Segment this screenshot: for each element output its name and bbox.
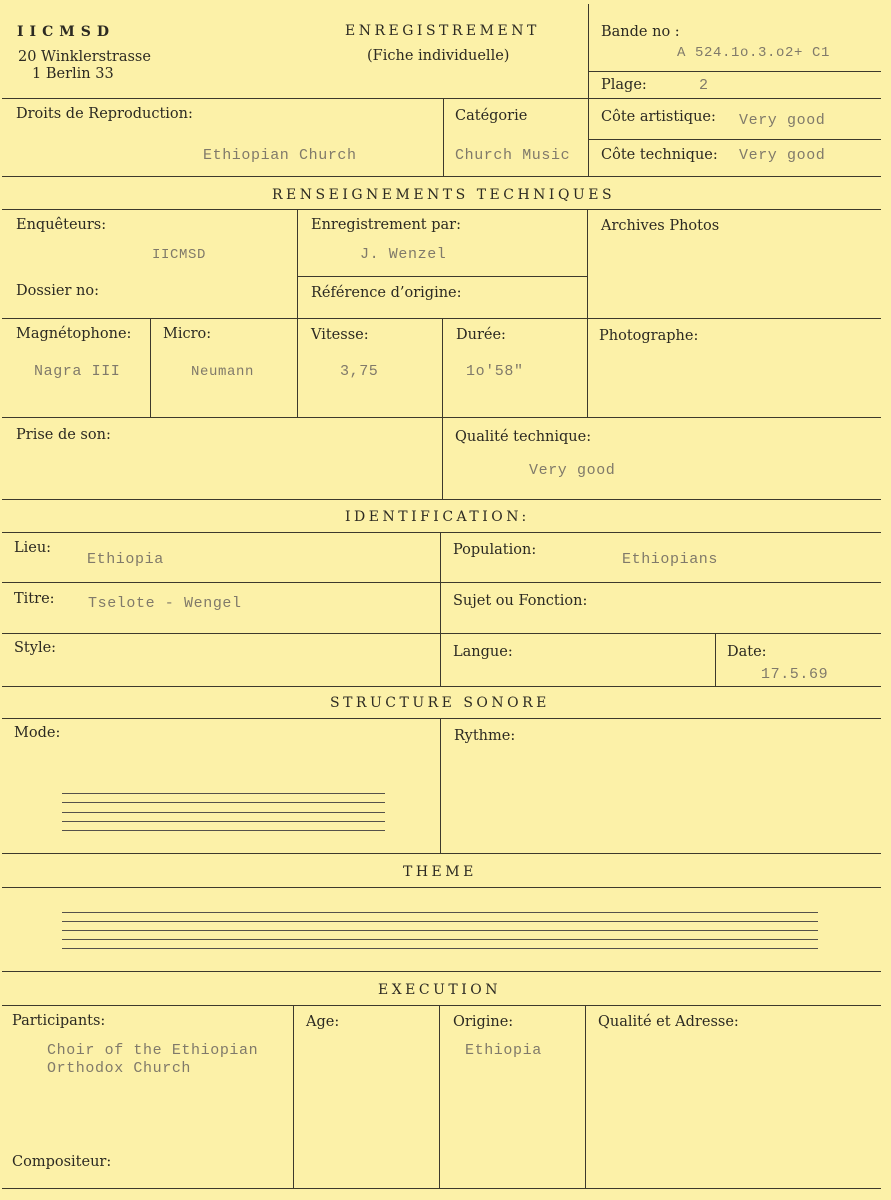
sujet-label: Sujet ou Fonction:	[453, 593, 588, 609]
rule	[2, 176, 881, 177]
rule	[2, 532, 881, 533]
micro-label: Micro:	[163, 326, 212, 342]
origine-label: Origine:	[453, 1014, 514, 1030]
rule	[293, 1005, 294, 1188]
rule	[297, 209, 298, 418]
participants-value-line1: Choir of the Ethiopian	[47, 1042, 259, 1059]
section-title-structure: STRUCTURE SONORE	[330, 695, 550, 711]
reference-label: Référence d’origine:	[311, 285, 462, 301]
date-label: Date:	[727, 644, 767, 660]
rule	[588, 139, 881, 140]
compositeur-label: Compositeur:	[12, 1154, 112, 1170]
droits-value: Ethiopian Church	[203, 147, 357, 164]
rule	[2, 209, 881, 210]
prise-de-son-label: Prise de son:	[16, 427, 111, 443]
droits-label: Droits de Reproduction:	[16, 106, 193, 122]
rule	[2, 971, 881, 972]
vitesse-label: Vitesse:	[311, 327, 369, 343]
dossier-label: Dossier no:	[16, 283, 99, 299]
address-line2: 1 Berlin 33	[32, 66, 114, 82]
participants-value-line2: Orthodox Church	[47, 1060, 192, 1077]
section-title-execution: EXECUTION	[378, 982, 502, 998]
enqueteurs-label: Enquêteurs:	[16, 217, 107, 233]
section-title-theme: THEME	[403, 864, 477, 880]
lieu-label: Lieu:	[14, 540, 52, 556]
magnetophone-label: Magnétophone:	[16, 326, 132, 342]
titre-value: Tselote - Wengel	[88, 595, 242, 612]
enqueteurs-value: IICMSD	[152, 247, 207, 263]
cote-artistique-label: Côte artistique:	[601, 109, 716, 125]
rule	[2, 853, 881, 854]
rythme-label: Rythme:	[454, 728, 516, 744]
origine-value: Ethiopia	[465, 1042, 542, 1059]
lieu-value: Ethiopia	[87, 551, 164, 568]
photographe-label: Photographe:	[599, 328, 699, 344]
bande-label: Bande no :	[601, 24, 680, 40]
rule	[2, 582, 881, 583]
rule	[2, 686, 881, 687]
qualite-technique-value: Very good	[529, 462, 616, 479]
enregistrement-par-value: J. Wenzel	[360, 246, 447, 263]
form-title: ENREGISTREMENT	[345, 23, 540, 39]
rule	[2, 98, 881, 99]
bande-value: A 524.1o.3.o2+ C1	[677, 45, 831, 61]
mode-label: Mode:	[14, 725, 61, 741]
cote-artistique-value: Very good	[739, 112, 826, 129]
rule	[2, 1005, 881, 1006]
rule	[442, 318, 443, 499]
address-line1: 20 Winklerstrasse	[18, 49, 151, 65]
rule	[588, 71, 881, 72]
vitesse-value: 3,75	[340, 363, 379, 380]
date-value: 17.5.69	[761, 666, 829, 683]
cote-technique-label: Côte technique:	[601, 147, 718, 163]
population-label: Population:	[453, 542, 537, 558]
participants-label: Participants:	[12, 1013, 106, 1029]
rule	[2, 633, 881, 634]
rule	[2, 718, 881, 719]
section-title-identification: IDENTIFICATION:	[345, 509, 530, 525]
plage-value: 2	[699, 77, 709, 94]
rule	[715, 633, 716, 686]
duree-value: 1o'58"	[466, 363, 524, 380]
micro-value: Neumann	[191, 364, 255, 380]
enregistrement-par-label: Enregistrement par:	[311, 217, 461, 233]
rule	[443, 98, 444, 176]
duree-label: Durée:	[456, 327, 506, 343]
rule	[587, 209, 588, 418]
rule	[297, 276, 587, 277]
rule	[2, 1188, 881, 1189]
cote-technique-value: Very good	[739, 147, 826, 164]
rule	[2, 499, 881, 500]
population-value: Ethiopians	[622, 551, 719, 568]
rule	[150, 318, 151, 417]
categorie-label: Catégorie	[455, 108, 528, 124]
rule	[439, 1005, 440, 1188]
qualite-adresse-label: Qualité et Adresse:	[598, 1014, 739, 1030]
rule	[440, 718, 441, 853]
langue-label: Langue:	[453, 644, 513, 660]
org-logo-text: IICMSD	[17, 24, 115, 40]
titre-label: Titre:	[14, 591, 55, 607]
section-title-technical: RENSEIGNEMENTS TECHNIQUES	[272, 187, 616, 203]
rule	[588, 4, 589, 176]
form-subtitle: (Fiche individuelle)	[367, 48, 510, 64]
style-label: Style:	[14, 640, 57, 656]
plage-label: Plage:	[601, 77, 647, 93]
qualite-technique-label: Qualité technique:	[455, 429, 592, 445]
magnetophone-value: Nagra III	[34, 363, 121, 380]
rule	[440, 532, 441, 686]
categorie-value: Church Music	[455, 147, 571, 164]
archives-photos-label: Archives Photos	[601, 218, 720, 234]
rule	[2, 887, 881, 888]
age-label: Age:	[306, 1014, 340, 1030]
rule	[585, 1005, 586, 1188]
